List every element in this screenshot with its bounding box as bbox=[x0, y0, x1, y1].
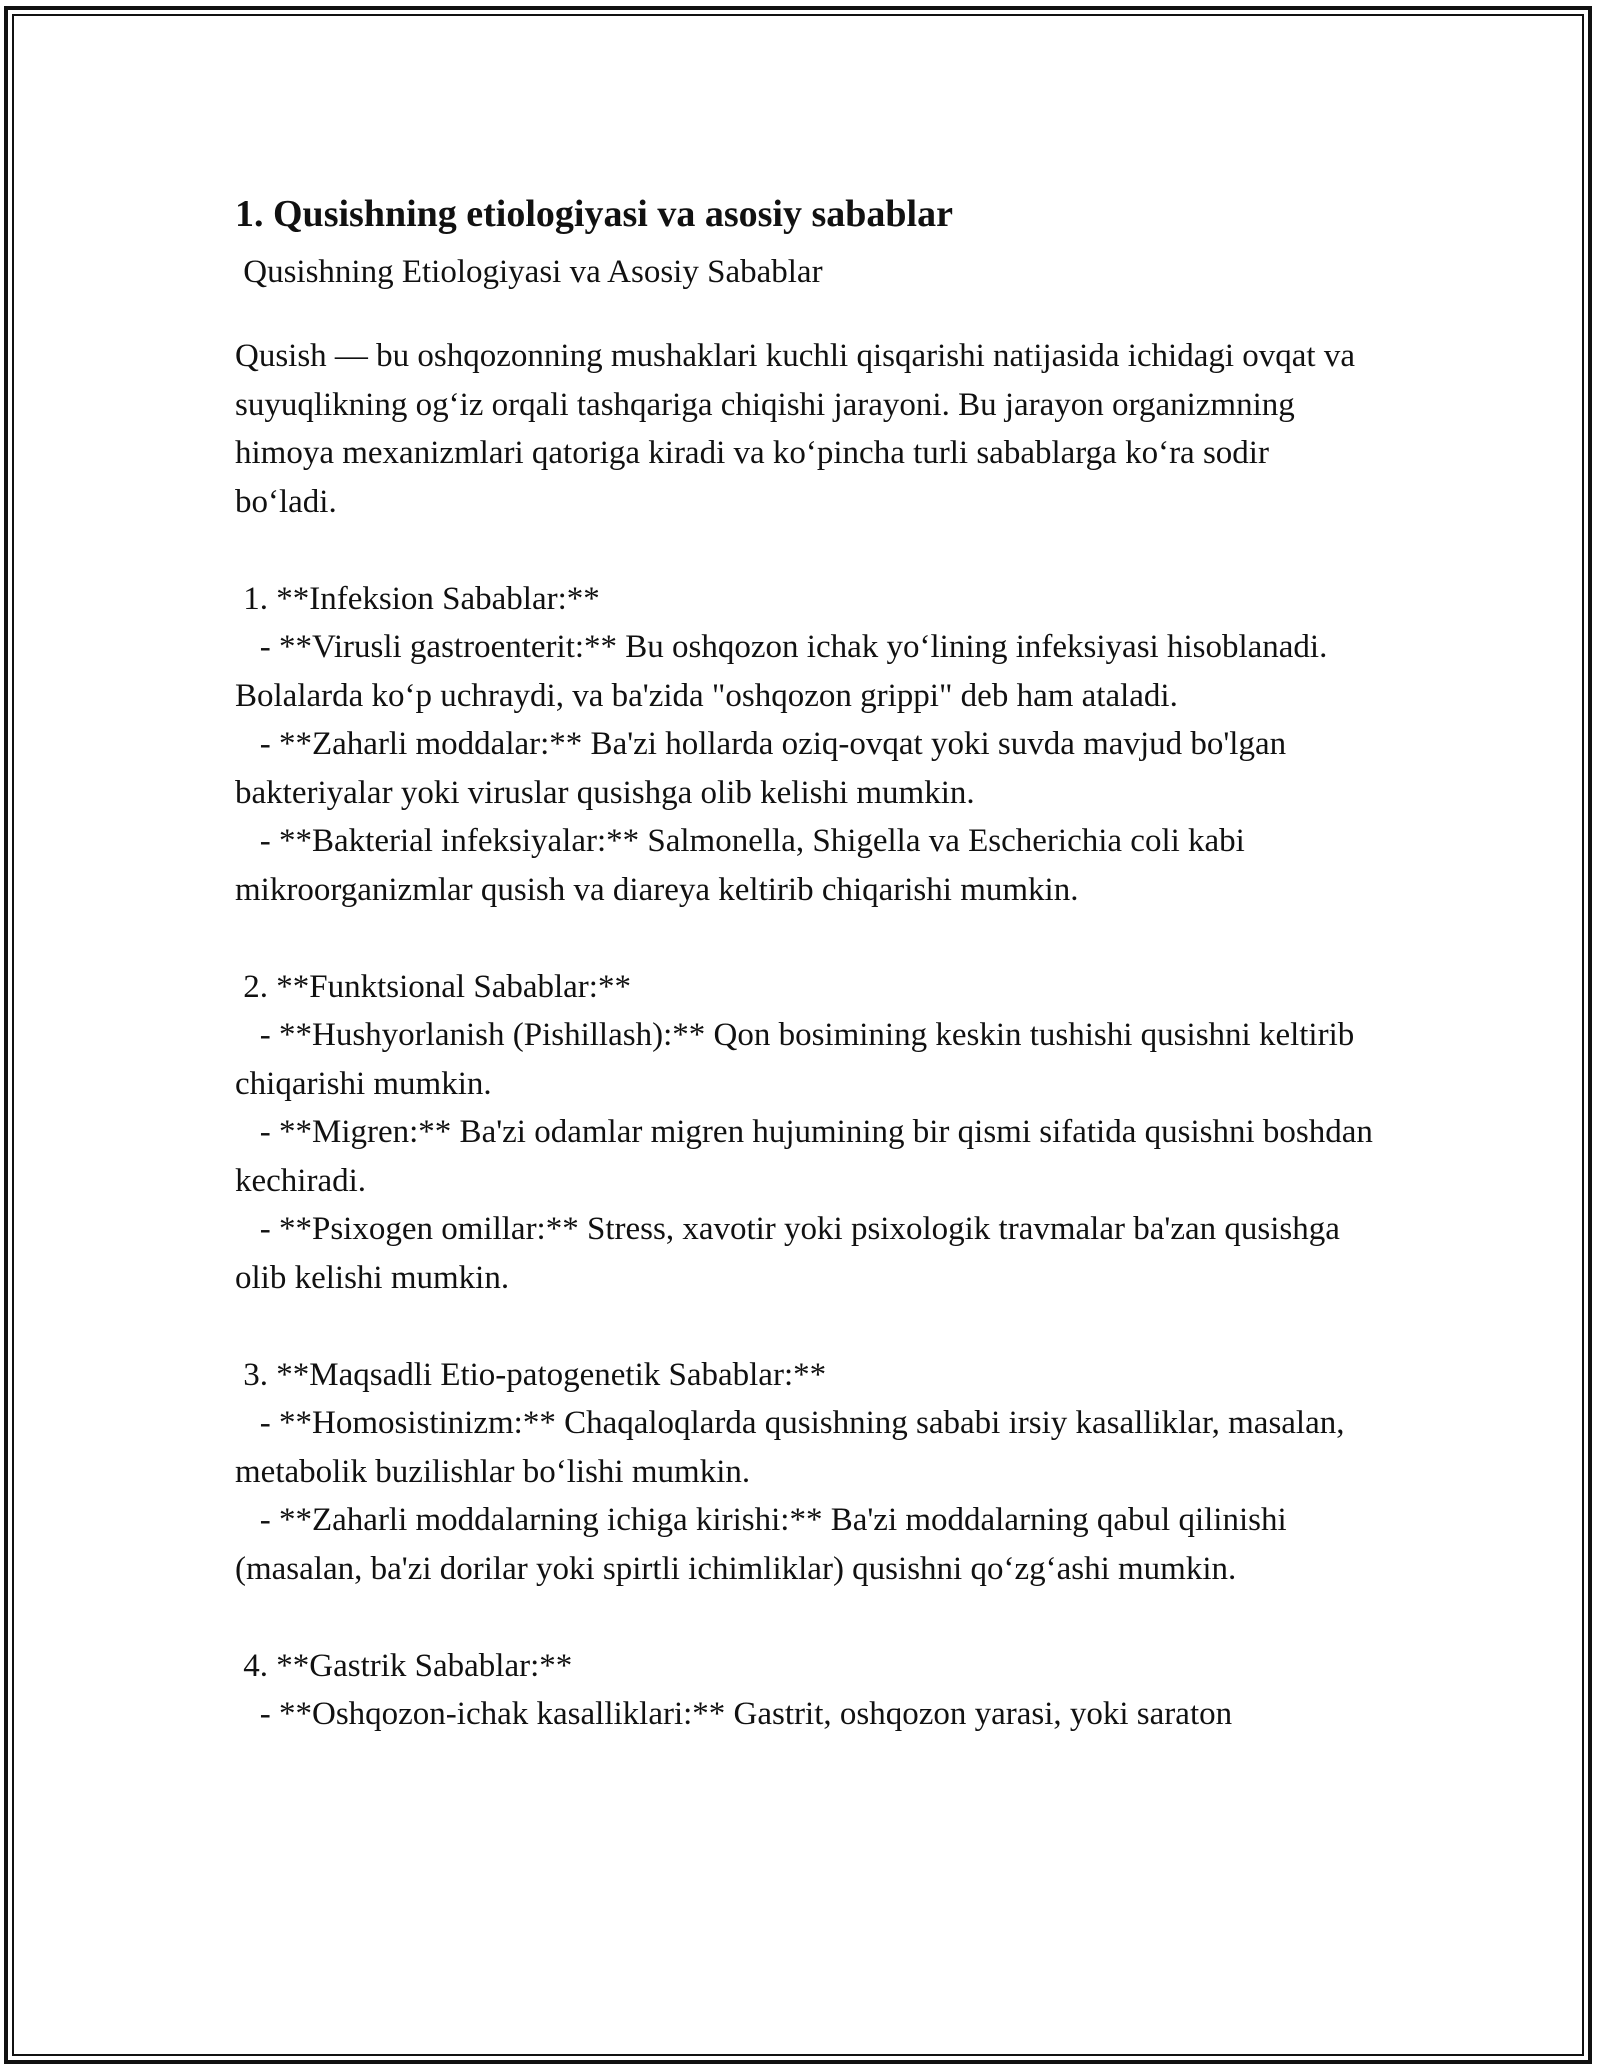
document-subtitle: Qusishning Etiologiyasi va Asosiy Sabablar bbox=[235, 254, 823, 290]
document-heading: 1. Qusishning etiologiyasi va asosiy sabablar bbox=[235, 193, 953, 235]
list-item: - **Virusli gastroenterit:** Bu oshqozon ichak yo‘lining infeksiyasi hisoblanadi. Bolalarda ko‘p uchraydi, va ba'zida "oshqozon grippi" deb ham ataladi. bbox=[235, 629, 1336, 714]
section-etiopathogenetic bbox=[235, 1351, 1375, 1594]
spacer bbox=[235, 526, 1375, 575]
section-title: 2. **Funktsional Sabablar:** bbox=[235, 968, 631, 1005]
list-item: - **Oshqozon-ichak kasalliklari:** Gastrit, oshqozon yarasi, yoki saraton bbox=[235, 1696, 1233, 1732]
list-item: - **Psixogen omillar:** Stress, xavotir yoki psixologik travmalar ba'zan qusishga olib kelishi mumkin. bbox=[235, 1211, 1349, 1296]
document-body bbox=[235, 180, 1382, 1739]
list-item: - **Bakterial infeksiyalar:** Salmonella, Shigella va Escherichia coli kabi mikroorganizmlar qusish va diareya keltirib chiqarishi mumkin. bbox=[235, 823, 1254, 908]
list-item: - **Zaharli moddalar:** Ba'zi hollarda oziq-ovqat yoki suvda mavjud bo'lgan bakteriyalar yoki viruslar qusishga olib kelishi mumkin. bbox=[235, 726, 1295, 811]
section-title: 1. **Infeksion Sabablar:** bbox=[235, 580, 600, 617]
list-item: - **Migren:** Ba'zi odamlar migren hujumining bir qismi sifatida qusishni boshdan kechiradi. bbox=[235, 1114, 1382, 1199]
intro-paragraph: Qusish — bu oshqozonning mushaklari kuchli qisqarishi natijasida ichidagi ovqat va suyuqlikning og‘iz orqali tashqariga chiqishi jarayoni. Bu jarayon organizmning himoya mexanizmlari qatoriga kiradi va ko‘pincha turli sabablarga ko‘ra sodir bo‘ladi. bbox=[235, 338, 1364, 520]
section-infectious bbox=[235, 575, 1375, 915]
section-title: 4. **Gastrik Sabablar:** bbox=[235, 1647, 573, 1684]
list-item: - **Zaharli moddalarning ichiga kirishi:** Ba'zi moddalarning qabul qilinishi (masalan, ba'zi dorilar yoki spirtli ichimliklar) qusishni qo‘zg‘ashi mumkin. bbox=[235, 1502, 1295, 1587]
section-functional bbox=[235, 963, 1382, 1303]
spacer bbox=[235, 1302, 1375, 1351]
spacer bbox=[235, 1593, 1375, 1642]
list-item: - **Hushyorlanish (Pishillash):** Qon bosimining keskin tushishi qusishni keltirib chiqarishi mumkin. bbox=[235, 1017, 1363, 1102]
spacer bbox=[235, 914, 1375, 963]
section-title: 3. **Maqsadli Etio-patogenetik Sabablar:** bbox=[235, 1356, 827, 1393]
section-gastric bbox=[235, 1642, 1375, 1739]
list-item: - **Homosistinizm:** Chaqaloqlarda qusishning sababi irsiy kasalliklar, masalan, metabolik buzilishlar bo‘lishi mumkin. bbox=[235, 1405, 1353, 1490]
